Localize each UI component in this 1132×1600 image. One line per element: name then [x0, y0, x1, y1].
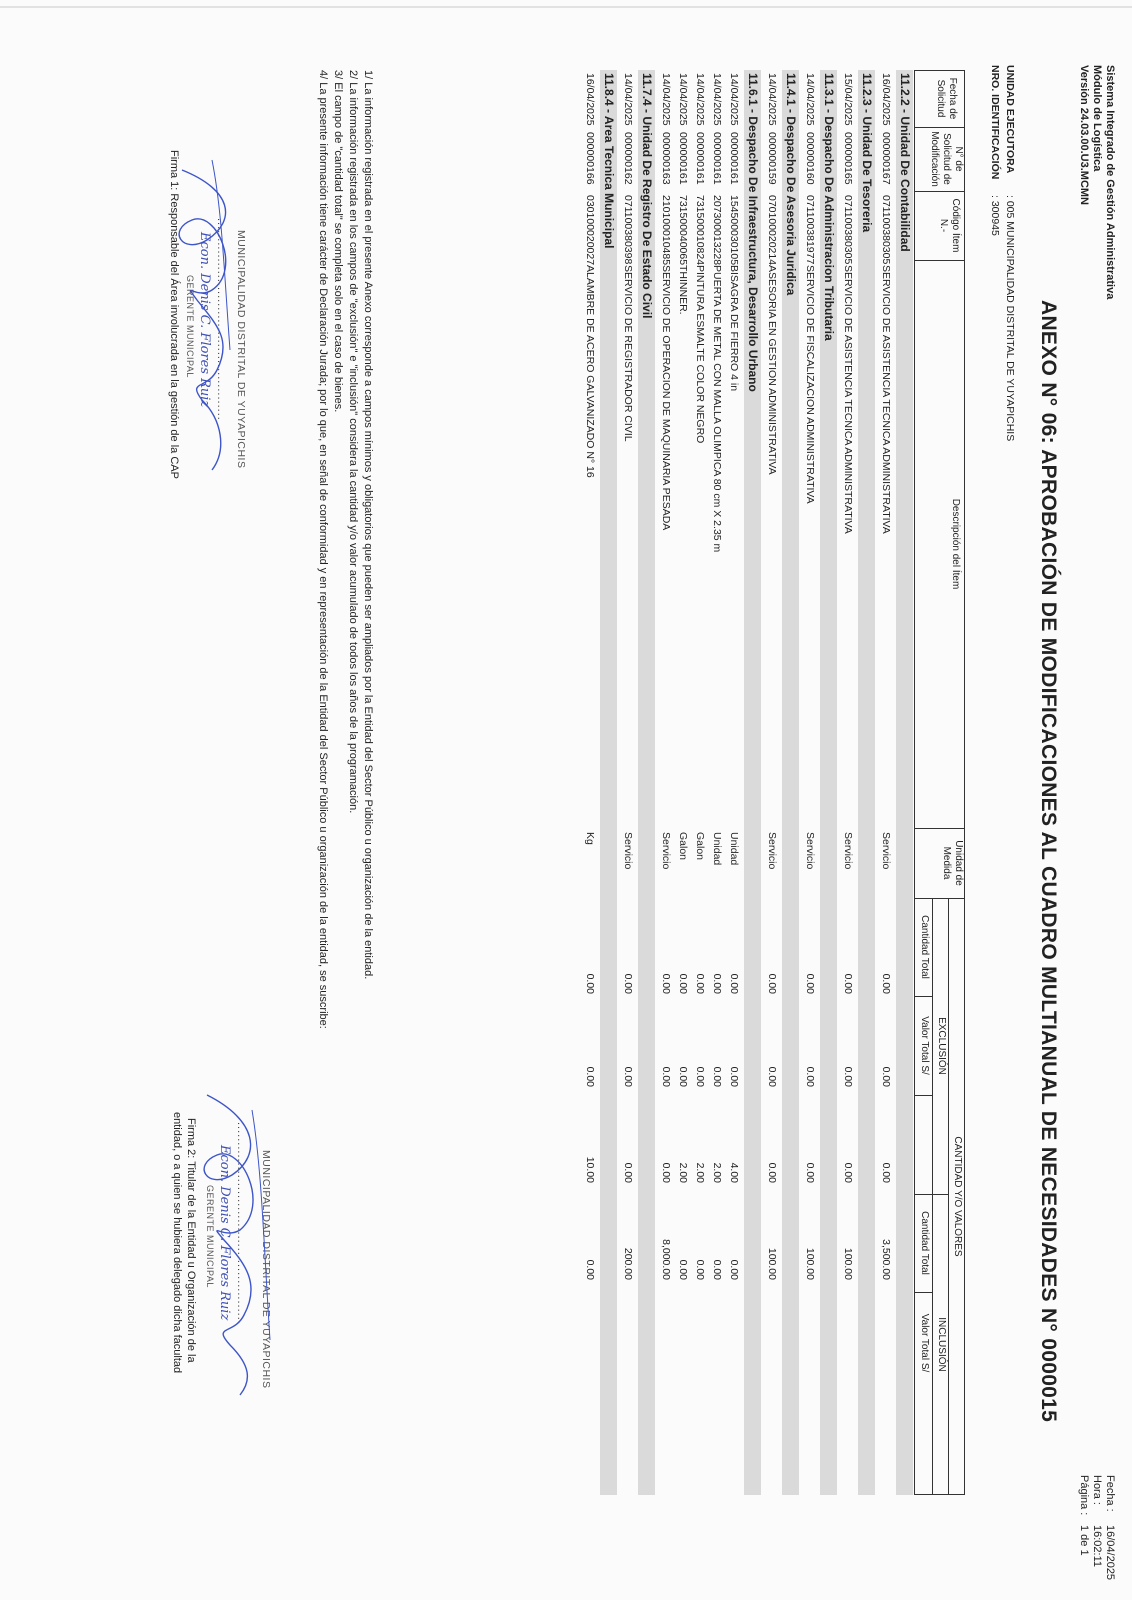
- group-rule: [948, 898, 949, 1495]
- cell-fecha: 16/04/2025: [584, 73, 596, 126]
- cell-codigo: 207300013228: [711, 195, 723, 266]
- cell-exc-valor: 0.00: [584, 1066, 596, 1087]
- section-header: 11.6.1 - Despacho De Infraestructura, Desarrollo Urbano: [744, 70, 761, 1495]
- unit-value: : 005 MUNICIPALIDAD DISTRITAL DE YUYAPICHIS: [1004, 195, 1016, 442]
- date-value: 16/04/2025: [1104, 1525, 1116, 1581]
- cell-exc-cantidad: 0.00: [660, 973, 672, 994]
- page-label: Página :: [1078, 1475, 1090, 1516]
- table-row: [582, 70, 598, 1495]
- note-4: 4/ La presente información tiene carácter de Declaración Jurada; por lo que, en señal de conformidad y en representación de la Entidad del Sector Público u organización de la entidad, se suscribe:: [317, 70, 329, 1029]
- cell-nro-solicitud: 000000160: [804, 132, 816, 185]
- section-header: 11.8.4 - Area Tecnica Municipal: [600, 70, 617, 1495]
- right-signature-caption-1: Firma 2: Titular de la Entidad u Organización de la: [185, 1118, 197, 1363]
- note-3: 3/ El campo de "cantidad total" se completa solo en el caso de bienes.: [332, 70, 344, 413]
- cell-inc-valor: 100.00: [804, 1247, 816, 1280]
- cell-unidad: Galon: [677, 832, 689, 861]
- cell-inc-cantidad: 0.00: [766, 1162, 778, 1183]
- group-header-inclusion: INCLUSIÓN: [936, 1317, 947, 1372]
- cell-fecha: 16/04/2025: [880, 73, 892, 126]
- cell-fecha: 14/04/2025: [677, 73, 689, 126]
- cell-exc-cantidad: 0.00: [677, 973, 689, 994]
- cell-codigo: 071100380398: [622, 195, 634, 265]
- cell-codigo: 070100020214: [766, 195, 778, 266]
- cell-inc-valor: 100.00: [842, 1247, 854, 1280]
- note-2: 2/ La información registrada en los campos de "exclusión" e "inclusión" considera la cantidad y/o valor acumulado de todos los años de la programación.: [347, 70, 359, 814]
- cell-exc-cantidad: 0.00: [622, 973, 634, 994]
- cell-unidad: Servicio: [766, 832, 778, 870]
- cell-nro-solicitud: 000000166: [584, 132, 596, 185]
- left-handwritten-signature: [162, 150, 252, 480]
- cell-inc-valor: 0.00: [728, 1259, 740, 1280]
- cell-fecha: 15/04/2025: [842, 73, 854, 126]
- table-row: [692, 70, 708, 1495]
- cell-exc-valor: 0.00: [766, 1066, 778, 1087]
- table-row: [620, 70, 636, 1495]
- cell-unidad: Kg: [584, 832, 596, 845]
- cell-descripcion: BISAGRA DE FIERRO 4 in: [728, 265, 740, 392]
- right-signature-caption-2: entidad, o a quien se hubiera delegado dicha facultad: [171, 1112, 183, 1374]
- cell-nro-solicitud: 000000163: [660, 132, 672, 185]
- cell-exc-cantidad: 0.00: [880, 973, 892, 994]
- table-header: [915, 70, 965, 1495]
- cell-descripcion: THINNER.: [677, 265, 689, 315]
- cell-inc-valor: 0.00: [694, 1259, 706, 1280]
- table-row: [658, 70, 674, 1495]
- time-label: Hora :: [1091, 1475, 1103, 1505]
- right-signer-name: Econ. Denis C. Flores Ruiz: [217, 1145, 232, 1321]
- system-name: Sistema Integrado de Gestión Administrativa: [1104, 65, 1116, 300]
- right-signer-role: GERENTE MUNICIPAL: [205, 1185, 215, 1288]
- page-value: 1 de 1: [1078, 1525, 1090, 1556]
- cell-descripcion: SERVICIO DE ASISTENCIA TECNICA ADMINISTRATIVA: [880, 265, 892, 534]
- cell-nro-solicitud: 000000161: [677, 132, 689, 185]
- cell-nro-solicitud: 000000162: [622, 132, 634, 185]
- cell-inc-cantidad: 0.00: [622, 1162, 634, 1183]
- cell-unidad: Servicio: [880, 832, 892, 870]
- cell-fecha: 14/04/2025: [711, 73, 723, 126]
- right-signature-line: ..................................................: [235, 1122, 247, 1325]
- right-handwritten-signature: [182, 1080, 282, 1400]
- cell-inc-cantidad: 2.00: [677, 1162, 689, 1183]
- cell-fecha: 14/04/2025: [804, 73, 816, 126]
- col-header-descripcion: Descripción del Ítem: [950, 498, 961, 590]
- cell-descripcion: ASESORIA EN GESTION ADMINISTRATIVA: [766, 265, 778, 475]
- cell-exc-valor: 0.00: [677, 1066, 689, 1087]
- cell-inc-valor: 3,500.00: [880, 1239, 892, 1280]
- cell-codigo: 071100380305: [880, 195, 892, 265]
- unit-label: [1004, 65, 1016, 173]
- table-row: [726, 70, 742, 1495]
- cell-inc-cantidad: 2.00: [711, 1162, 723, 1183]
- header-bottom-rule: [914, 70, 915, 1495]
- cell-descripcion: SERVICIO DE FISCALIZACION ADMINISTRATIVA: [804, 265, 816, 504]
- col-header-nro: N° de Solicitud de Modificación: [929, 131, 964, 187]
- time-value: 16:02:11: [1091, 1525, 1103, 1568]
- left-stamp: MUNICIPALIDAD DISTRITAL DE YUYAPICHIS: [235, 230, 247, 469]
- col-header-unidad: Unidad de Medida: [941, 840, 964, 886]
- table-row: [675, 70, 691, 1495]
- cell-exc-valor: 0.00: [804, 1066, 816, 1087]
- section-header: 11.4.1 - Despacho De Asesoria Juridica: [782, 70, 799, 1495]
- cell-nro-solicitud: 000000165: [842, 132, 854, 185]
- cell-nro-solicitud: 000000161: [728, 132, 740, 185]
- cell-nro-solicitud: 000000161: [694, 132, 706, 185]
- cell-inc-valor: 8,000.00: [660, 1239, 672, 1280]
- cell-unidad: Galon: [694, 832, 706, 861]
- cell-inc-cantidad: 0.00: [660, 1162, 672, 1183]
- cell-exc-valor: 0.00: [728, 1066, 740, 1087]
- cell-exc-cantidad: 0.00: [728, 973, 740, 994]
- cell-descripcion: PINTURA ESMALTE COLOR NEGRO: [694, 265, 706, 444]
- table-row: [709, 70, 725, 1495]
- left-signature-caption: Firma 1: Responsable del Área involucrada en la gestión de la CAP: [168, 150, 180, 479]
- cell-exc-cantidad: 0.00: [842, 973, 854, 994]
- table-row: [840, 70, 856, 1495]
- note-1: 1/ La información registrada en el presente Anexo corresponde a campos mínimos y obligatorios que pueden ser ampliados por la Entidad del Sector Público u organización de la entidad.: [362, 70, 374, 980]
- cell-inc-cantidad: 0.00: [842, 1162, 854, 1183]
- left-signer-name: Econ. Denis C. Flores Ruiz: [197, 232, 212, 408]
- left-signature-line: ..................................................: [215, 218, 227, 421]
- col-rule: [915, 1095, 933, 1096]
- cell-inc-valor: 0.00: [711, 1259, 723, 1280]
- cell-exc-cantidad: 0.00: [804, 973, 816, 994]
- section-header: 11.2.3 - Unidad De Tesoreria: [858, 70, 875, 1495]
- document-title: ANEXO N° 06: APROBACIÓN DE MODIFICACIONES AL CUADRO MULTIANUAL DE NECESIDADES N° 0000015: [1037, 300, 1060, 1423]
- cell-inc-cantidad: 0.00: [804, 1162, 816, 1183]
- col-header-exc-valor: Valor Total S/: [919, 1016, 930, 1075]
- version-text: Versión 24.03.00.U3.MCMN: [1078, 65, 1090, 206]
- col-header-inc-valor: Valor Total S/: [919, 1313, 930, 1373]
- cell-descripcion: PUERTA DE METAL CON MALLA OLIMPICA 80 cm X 2.35 m: [711, 265, 723, 553]
- cell-descripcion: SERVICIO DE OPERACION DE MAQUINARIA PESADA: [660, 265, 672, 531]
- cell-fecha: 14/04/2025: [766, 73, 778, 126]
- unit-label-text: UNIDAD EJECUTORA: [1004, 65, 1016, 174]
- cell-inc-cantidad: 4.00: [728, 1162, 740, 1183]
- section-header: 11.3.1 - Despacho De Administracion Tributaria: [820, 70, 837, 1495]
- cell-codigo: 731500040065: [677, 195, 689, 266]
- cell-nro-solicitud: 000000167: [880, 132, 892, 185]
- group-header-exclusion: EXCLUSIÓN: [936, 1017, 947, 1075]
- cell-codigo: 210100010485: [660, 195, 672, 266]
- cell-unidad: Servicio: [622, 832, 634, 870]
- cell-exc-cantidad: 0.00: [694, 973, 706, 994]
- id-label: [989, 65, 1001, 179]
- cell-fecha: 14/04/2025: [694, 73, 706, 126]
- cell-inc-cantidad: 2.00: [694, 1162, 706, 1183]
- section-header: 11.7.4 - Unidad De Registro De Estado Civil: [638, 70, 655, 1495]
- header-top-rule: [964, 70, 965, 1495]
- cell-exc-cantidad: 0.00: [711, 973, 723, 994]
- module-name: Módulo de Logística: [1091, 65, 1103, 172]
- cell-descripcion: SERVICIO DE REGISTRADOR CIVIL: [622, 265, 634, 442]
- cell-fecha: 14/04/2025: [660, 73, 672, 126]
- id-label-text: NRO. IDENTIFICACIÓN: [989, 65, 1001, 180]
- cell-inc-cantidad: 0.00: [880, 1162, 892, 1183]
- cell-nro-solicitud: 000000161: [711, 132, 723, 185]
- cell-exc-valor: 0.00: [660, 1066, 672, 1087]
- col-header-codigo: Código Ítem N.-: [938, 198, 961, 253]
- cell-exc-valor: 0.00: [842, 1066, 854, 1087]
- cell-codigo: 731500010824: [694, 195, 706, 266]
- cell-inc-valor: 0.00: [584, 1259, 596, 1280]
- cell-unidad: Servicio: [804, 832, 816, 870]
- cell-descripcion: SERVICIO DE ASISTENCIA TECNICA ADMINISTRATIVA: [842, 265, 854, 534]
- cell-codigo: 030100020027: [584, 195, 596, 266]
- cell-codigo: 154500030105: [728, 195, 740, 266]
- col-header-exc-cantidad: Cantidad Total: [919, 915, 930, 979]
- table-row: [802, 70, 818, 1495]
- group-header-cantidad: CANTIDAD Y/O VALORES: [952, 1136, 963, 1257]
- cell-exc-valor: 0.00: [880, 1066, 892, 1087]
- cell-exc-valor: 0.00: [694, 1066, 706, 1087]
- col-header-inc-cantidad: Cantidad Total: [919, 1211, 930, 1275]
- cell-inc-valor: 200.00: [622, 1247, 634, 1280]
- cell-codigo: 071100380305: [842, 195, 854, 265]
- cell-unidad: Unidad: [728, 832, 740, 866]
- table-row: [878, 70, 894, 1495]
- date-label: Fecha :: [1104, 1475, 1116, 1512]
- cell-exc-valor: 0.00: [711, 1066, 723, 1087]
- cell-descripcion: ALAMBRE DE ACERO GALVANIZADO N° 16: [584, 265, 596, 478]
- cell-exc-cantidad: 0.00: [766, 973, 778, 994]
- cell-exc-cantidad: 0.00: [584, 973, 596, 994]
- table-row: [764, 70, 780, 1495]
- cell-unidad: Unidad: [711, 832, 723, 866]
- cell-inc-valor: 0.00: [677, 1259, 689, 1280]
- cell-exc-valor: 0.00: [622, 1066, 634, 1087]
- subgroup-rule: [932, 898, 933, 1495]
- section-header: 11.2.2 - Unidad De Contabilidad: [896, 70, 913, 1495]
- cell-inc-valor: 100.00: [766, 1247, 778, 1280]
- cell-nro-solicitud: 000000159: [766, 132, 778, 185]
- cell-fecha: 14/04/2025: [728, 73, 740, 126]
- cell-fecha: 14/04/2025: [622, 73, 634, 126]
- cell-codigo: 071100381977: [804, 195, 816, 265]
- cell-unidad: Servicio: [660, 832, 672, 870]
- cell-inc-cantidad: 10.00: [584, 1156, 596, 1183]
- left-signer-role: GERENTE MUNICIPAL: [185, 275, 195, 378]
- cell-unidad: Servicio: [842, 832, 854, 870]
- right-stamp: MUNICIPALIDAD DISTRITAL DE YUYAPICHIS: [260, 1150, 272, 1389]
- col-header-fecha: Fecha de Solicitud: [935, 77, 958, 120]
- id-value: : 300945: [989, 195, 1001, 236]
